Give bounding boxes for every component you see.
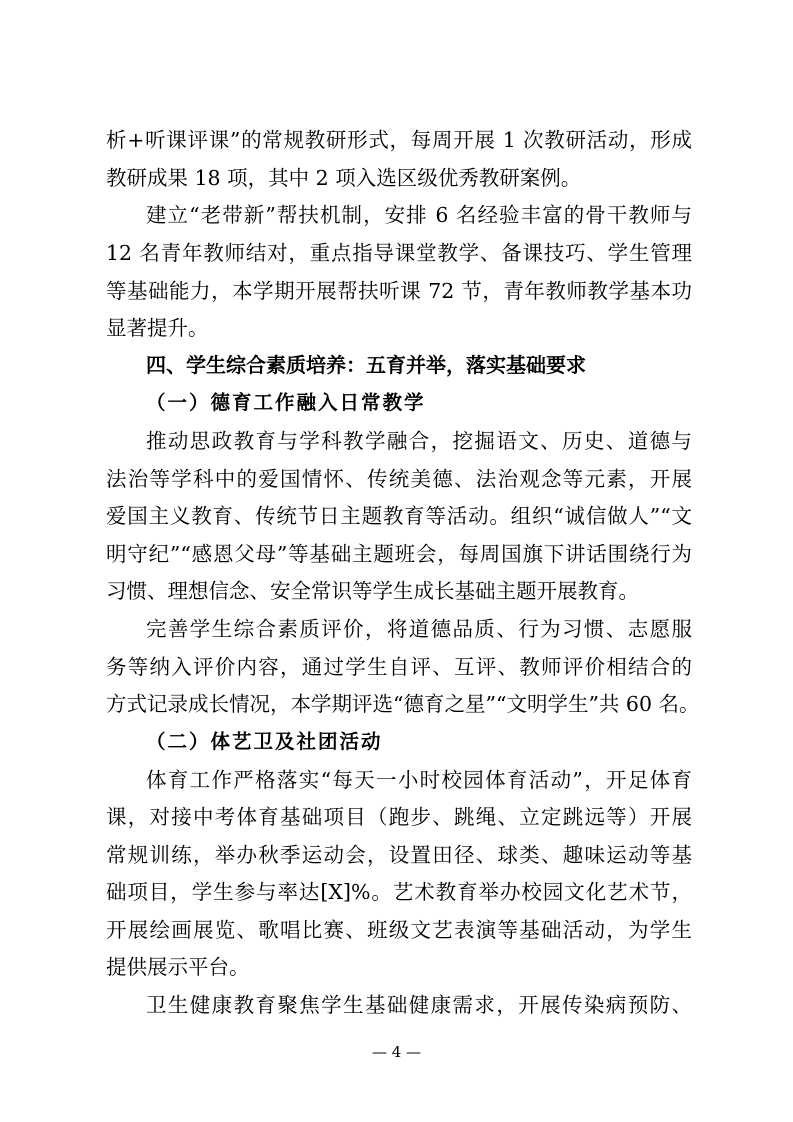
paragraph-line: 课，对接中考体育基础项目（跑步、跳绳、立定跳远等）开展 — [106, 805, 692, 829]
paragraph-line: 完善学生综合素质评价，将道德品质、行为习惯、志愿服 — [146, 617, 692, 641]
paragraph-line: 爱国主义教育、传统节日主题教育等活动。组织“诚信做人”“文 — [106, 504, 692, 528]
paragraph-line: 显著提升。 — [106, 316, 209, 340]
subsection-heading: （二）体艺卫及社团活动 — [146, 730, 383, 753]
paragraph-line: 明守纪”“感恩父母”等基础主题班会，每周国旗下讲话围绕行为 — [106, 542, 692, 566]
paragraph-line: 12 名青年教师结对，重点指导课堂教学、备课技巧、学生管理 — [106, 241, 692, 265]
paragraph-line: 建立“老带新”帮扶机制，安排 6 名经验丰富的骨干教师与 — [146, 203, 692, 227]
paragraph-line: 提供展示平台。 — [106, 955, 250, 979]
paragraph-line: 开展绘画展览、歌唱比赛、班级文艺表演等基础活动，为学生 — [106, 918, 692, 942]
paragraph-line: 务等纳入评价内容，通过学生自评、互评、教师评价相结合的 — [106, 655, 692, 679]
paragraph-line: 卫生健康教育聚焦学生基础健康需求，开展传染病预防、 — [146, 993, 692, 1017]
paragraph-line: 体育工作严格落实“每天一小时校园体育活动”，开足体育 — [146, 768, 692, 792]
subsection-heading: （一）德育工作融入日常教学 — [146, 391, 426, 414]
paragraph-line: 习惯、理想信念、安全常识等学生成长基础主题开展教育。 — [106, 579, 639, 603]
paragraph-line: 础项目，学生参与率达[X]%。艺术教育举办校园文化艺术节， — [106, 880, 692, 904]
paragraph-line: 析+听课评课”的常规教研形式，每周开展 1 次教研活动，形成 — [106, 128, 692, 152]
paragraph-line: 教研成果 18 项，其中 2 项入选区级优秀教研案例。 — [106, 166, 582, 190]
paragraph-line: 法治等学科中的爱国情怀、传统美德、法治观念等元素，开展 — [106, 467, 692, 491]
paragraph-line: 方式记录成长情况，本学期评选“德育之星”“文明学生”共 60 名。 — [106, 692, 700, 716]
section-heading: 四、学生综合素质培养：五育并举，落实基础要求 — [146, 353, 586, 377]
paragraph-line: 常规训练，举办秋季运动会，设置田径、球类、趣味运动等基 — [106, 843, 692, 867]
paragraph-line: 等基础能力，本学期开展帮扶听课 72 节，青年教师教学基本功 — [106, 279, 692, 303]
paragraph-line: 推动思政教育与学科教学融合，挖掘语文、历史、道德与 — [146, 429, 692, 453]
page-number: — 4 — — [371, 1043, 422, 1061]
